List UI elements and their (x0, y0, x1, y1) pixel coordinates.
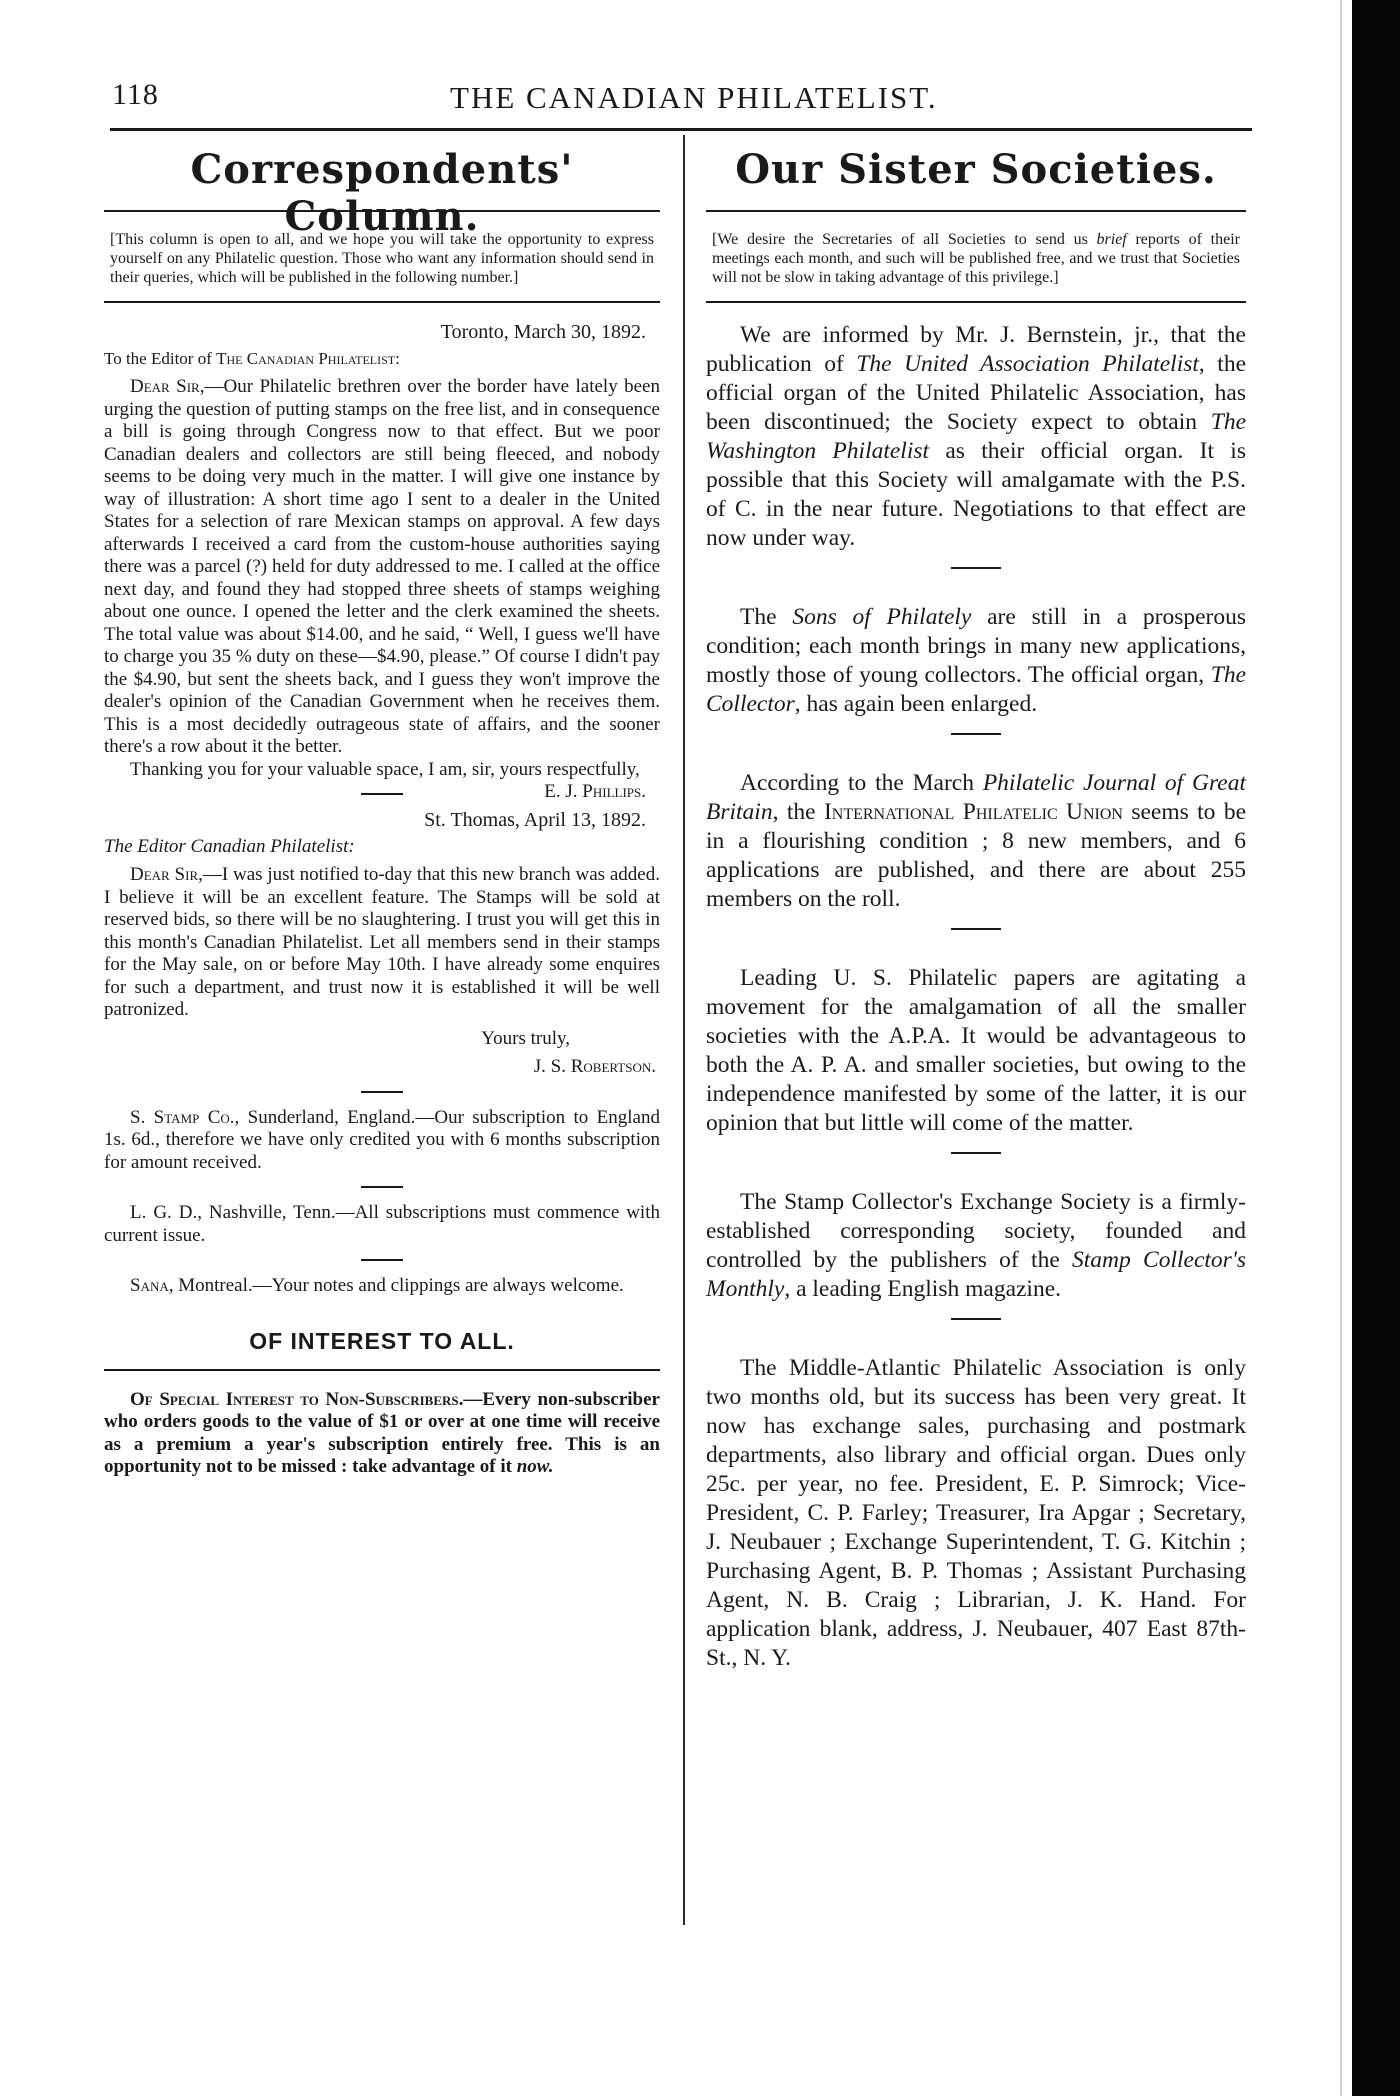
paragraph-international-union: According to the March Philatelic Journal of Great Britain, the International Philatelic Union seems to be in a flourishing condition ; 8 new members, and 6 applications are published, and there are about 255 members on the roll. (706, 770, 1246, 912)
correspondents-column (104, 140, 660, 1479)
interest-emphasis: now. (516, 1456, 554, 1477)
societies-intro (706, 230, 1246, 287)
header-rule (110, 128, 1252, 131)
closing-text: Thanking you for your valuable space, I am, sir, yours respectfully, (130, 758, 640, 780)
letter-robertson (104, 809, 660, 1079)
letter-body (104, 376, 660, 759)
note-stamp-co (104, 1107, 660, 1175)
addressee-prefix: To the Editor of (104, 348, 217, 368)
correspondents-title: Correspondents' Column. (190, 146, 574, 240)
separator-rule (361, 1259, 403, 1261)
separator-rule (951, 1152, 1001, 1154)
intro-text: reports of their meetings each month, and such will be published free, and we trust that Societies will not be slow in taking advantage of this privilege.] (712, 231, 1241, 286)
separator-rule (951, 733, 1001, 735)
intro-rule (104, 301, 660, 303)
separator-rule (951, 567, 1001, 569)
note-text: Montreal.—Your notes and clippings are always welcome. (173, 1275, 624, 1296)
letter-dateline: Toronto, March 30, 1892. (440, 321, 646, 343)
salutation: Dear Sir, (130, 376, 205, 397)
separator-rule (361, 1186, 403, 1188)
separator-rule (951, 1318, 1001, 1320)
letter-closing: Yours truly, (481, 1027, 570, 1049)
letter-phillips (104, 321, 660, 802)
letter-addressee (104, 348, 660, 371)
paragraph-amalgamation: Leading U. S. Philatelic papers are agitating a movement for the amalgamation of all the smaller societies with the A.P.A. It would be advantageous to both the A. P. A. and smaller societies, but owing to the independence manifested by some of the latter, it is our opinion that but little will come of the matter. (706, 965, 1246, 1136)
note-text: Sunderland, England.—Our subscription to England 1s. 6d., therefore we have only credited you with 6 months subscription for amount received. (104, 1106, 660, 1173)
letter-body (104, 864, 660, 1022)
letter-addressee: The Editor Canadian Philatelist: (104, 835, 355, 857)
intro-text: [We desire the Secretaries of all Societies to send us (712, 231, 1097, 248)
societies-title: Our Sister Societies. (735, 146, 1217, 193)
letter-dateline: St. Thomas, April 13, 1892. (424, 809, 646, 831)
note-lgd (104, 1202, 660, 1247)
salutation: Dear Sir, (130, 864, 203, 885)
letter-text: —Our Philatelic brethren over the border have lately been urging the question of putting stamps on the free list, and in consequence a bill is going through Congress now to that effect. But we poor Canadian dealers and collectors are still being fleeced, and nobody seems to be doing very much in the matter. I will give one instance by way of illustration: A short time ago I sent to a dealer in the United States for a selection of rare Mexican stamps on approval. A few days afterwards I received a card from the custom-house authorities saying there was a parcel (?) held for duty addressed to me. I called at the office next day, and found they had stopped three sheets of stamps weighing about one ounce. I opened the letter and the clerk examined the sheets. The total value was about $14.00, and he said, “ Well, I guess we'll have to charge you 35 % duty on these—$4.90, please.” Of course I didn't pay the $4.90, but sent the sheets back, and I guess they won't improve the dealer's opinion of the Canadian Government when he receives them. This is a most decidedly outrageous state of affairs, and the sooner there's a row about it the better. (104, 376, 660, 757)
page-edge-shadow (1340, 0, 1342, 2096)
interest-rule (104, 1369, 660, 1371)
scan-border (1352, 0, 1400, 2096)
paragraph-middle-atlantic: The Middle-Atlantic Philatelic Association is only two months old, but its success has been very great. It now has exchange sales, purchasing and postmark departments, also library and official organ. Dues only 25c. per year, no fee. President, E. P. Simrock; Vice-President, C. P. Farley; Treasurer, Ira Apgar ; Secretary, J. Neubauer ; Exchange Superintendent, T. G. Kitchin ; Purchasing Agent, B. P. Thomas ; Assistant Purchasing Agent, N. B. Craig ; Librarian, J. K. Hand. For application blank, address, J. Neubauer, 407 East 87th-St., N. Y. (706, 1355, 1246, 1671)
signature: J. S. Robertson. (533, 1056, 656, 1077)
interest-lead: Of Special Interest to Non-Subscribers. (130, 1388, 464, 1410)
letter-closing (104, 758, 660, 802)
note-lead: L. G. D., (130, 1202, 202, 1223)
running-title: THE CANADIAN PHILATELIST. (450, 80, 938, 115)
note-lead: S. Stamp Co., (130, 1106, 240, 1128)
intro-emphasis: brief (1096, 231, 1127, 248)
paragraph-bernstein: We are informed by Mr. J. Bernstein, jr., that the publication of The United Association Philatelist, the official organ of the United Philatelic Association, has been discontinued; the Society expect to obtain The Washington Philatelist as their official organ. It is possible that this Society will amalgamate with the P.S. of C. in the near future. Negotiations to that effect are now under way. (706, 322, 1246, 551)
note-sana (104, 1275, 660, 1298)
title-rule (706, 210, 1246, 212)
separator-rule (361, 1091, 403, 1093)
letter-text: —I was just notified to-day that this new branch was added. I believe it will be an excellent feature. The Stamps will be sold at reserved bids, so there will be no slaughtering. I trust you will get this in this month's Canadian Philatelist. Let all members send in their stamps for the May sale, on or before May 10th. I have already some enquires for such a department, and trust now it is established it will be well patronized. (104, 864, 660, 1020)
sister-societies-column (706, 140, 1246, 1673)
paragraph-sons-of-philately: The Sons of Philately are still in a prosperous condition; each month brings in many new applications, mostly those of young collectors. The official organ, The Collector, has again been enlarged. (706, 604, 1246, 717)
intro-rule (706, 301, 1246, 303)
paragraph-exchange-society: The Stamp Collector's Exchange Society is a firmly-established corresponding society, founded and controlled by the publishers of the Stamp Collector's Monthly, a leading English magazine. (706, 1189, 1246, 1302)
page-number: 118 (112, 78, 159, 111)
note-text: Nashville, Tenn.—All subscriptions must commence with current issue. (104, 1202, 660, 1246)
column-divider (683, 135, 685, 1925)
correspondents-intro: [This column is open to all, and we hope you will take the opportunity to express yourself on any Philatelic question. Those who want any information should send in their queries, which will be published in the following number.] (110, 231, 654, 286)
separator-rule (951, 928, 1001, 930)
addressee-name: The Canadian Philatelist: (216, 348, 400, 368)
interest-notice (104, 1389, 660, 1479)
note-lead: Sana, (130, 1275, 174, 1296)
societies-body (706, 321, 1246, 1673)
interest-heading: OF INTEREST TO ALL. (249, 1327, 515, 1354)
separator-rule (361, 793, 403, 795)
signature: E. J. Phillips. (544, 781, 646, 802)
interest-text: —Every non-subscriber who orders goods to the value of $1 or over at one time will receive as a premium a year's subscription entirely free. This is an opportunity not to be missed : take advantage of it (104, 1388, 660, 1477)
